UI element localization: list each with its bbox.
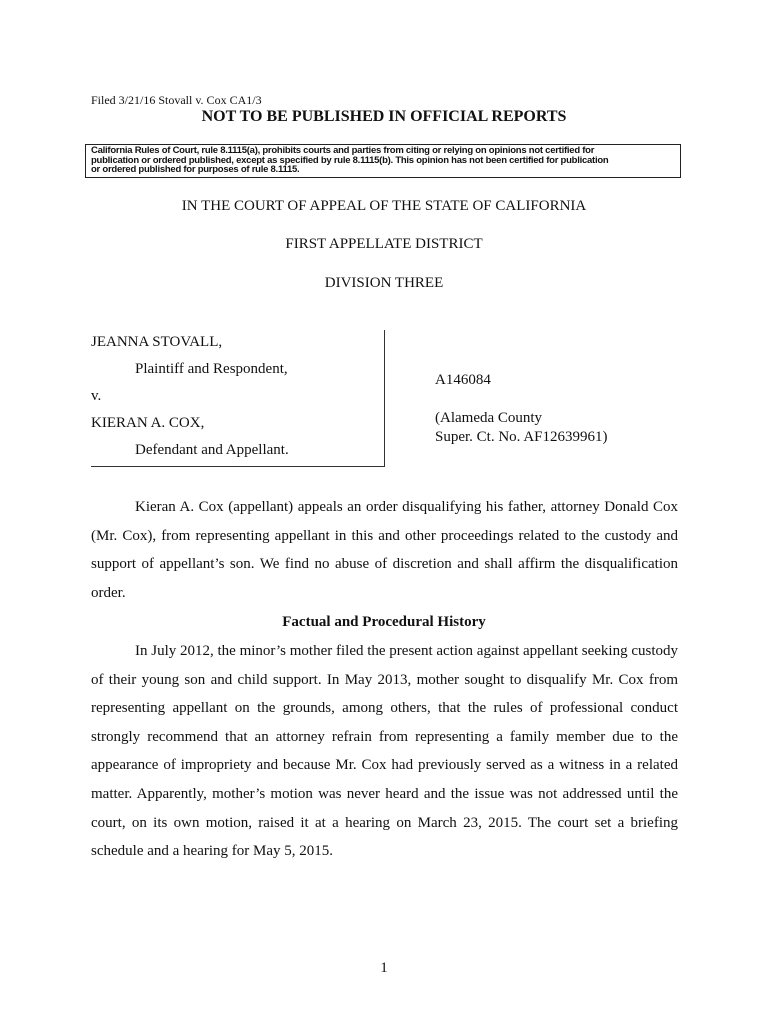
page-number: 1 xyxy=(380,960,388,976)
case-caption xyxy=(91,330,385,467)
section-heading: Factual and Procedural History xyxy=(282,614,486,630)
court-name: IN THE COURT OF APPEAL OF THE STATE OF CALIFORNIA xyxy=(181,198,587,214)
court-district: FIRST APPELLATE DISTRICT xyxy=(285,236,483,252)
filed-line: Filed 3/21/16 Stovall v. Cox CA1/3 xyxy=(91,93,262,107)
not-published-heading: NOT TO BE PUBLISHED IN OFFICIAL REPORTS xyxy=(201,108,567,125)
rule-notice-line-2: publication or ordered published, except as specified by rule 8.1115(b). This opinion has not been certified for publication xyxy=(91,154,609,166)
plaintiff-name: JEANNA STOVALL, xyxy=(91,334,223,350)
county-line-1: (Alameda County xyxy=(435,410,543,426)
intro-paragraph: Kieran A. Cox (appellant) appeals an order disqualifying his father, attorney Donald Cox (Mr. Cox), from representing appellant in this and other proceedings related to the custody and support of appellant’s son. We find no abuse of discretion and shall affirm the disqualification order. xyxy=(91,499,678,601)
court-division: DIVISION THREE xyxy=(324,275,444,291)
rule-notice-line-1: California Rules of Court, rule 8.1115(a), prohibits courts and parties from citing or relying on opinions not certified for xyxy=(91,145,595,156)
rule-notice-line-3: or ordered published for purposes of rule 8.1115. xyxy=(91,164,300,175)
defendant-role: Defendant and Appellant. xyxy=(135,442,289,458)
intro-paragraph-block xyxy=(91,493,678,607)
plaintiff-role: Plaintiff and Respondent, xyxy=(135,361,288,377)
history-paragraph-block xyxy=(91,637,678,866)
versus-label: v. xyxy=(91,388,102,404)
county-line-2: Super. Ct. No. AF12639961) xyxy=(435,429,608,445)
history-paragraph: In July 2012, the minor’s mother filed the present action against appellant seeking custody of their young son and child support. In May 2013, mother sought to disqualify Mr. Cox from representing appellant on the grounds, among others, that the rules of professional conduct strongly recommend that an attorney refrain from representing a family member due to the appearance of impropriety and because Mr. Cox had previously served as a witness in a related matter. Apparently, mother’s motion was never heard and the issue was not addressed until the court, on its own motion, raised it at a hearing on March 23, 2015. The court set a briefing schedule and a hearing for May 5, 2015. xyxy=(91,643,678,860)
defendant-name: KIERAN A. COX, xyxy=(91,415,205,431)
rule-notice-box xyxy=(85,144,681,178)
case-number: A146084 xyxy=(435,372,491,388)
